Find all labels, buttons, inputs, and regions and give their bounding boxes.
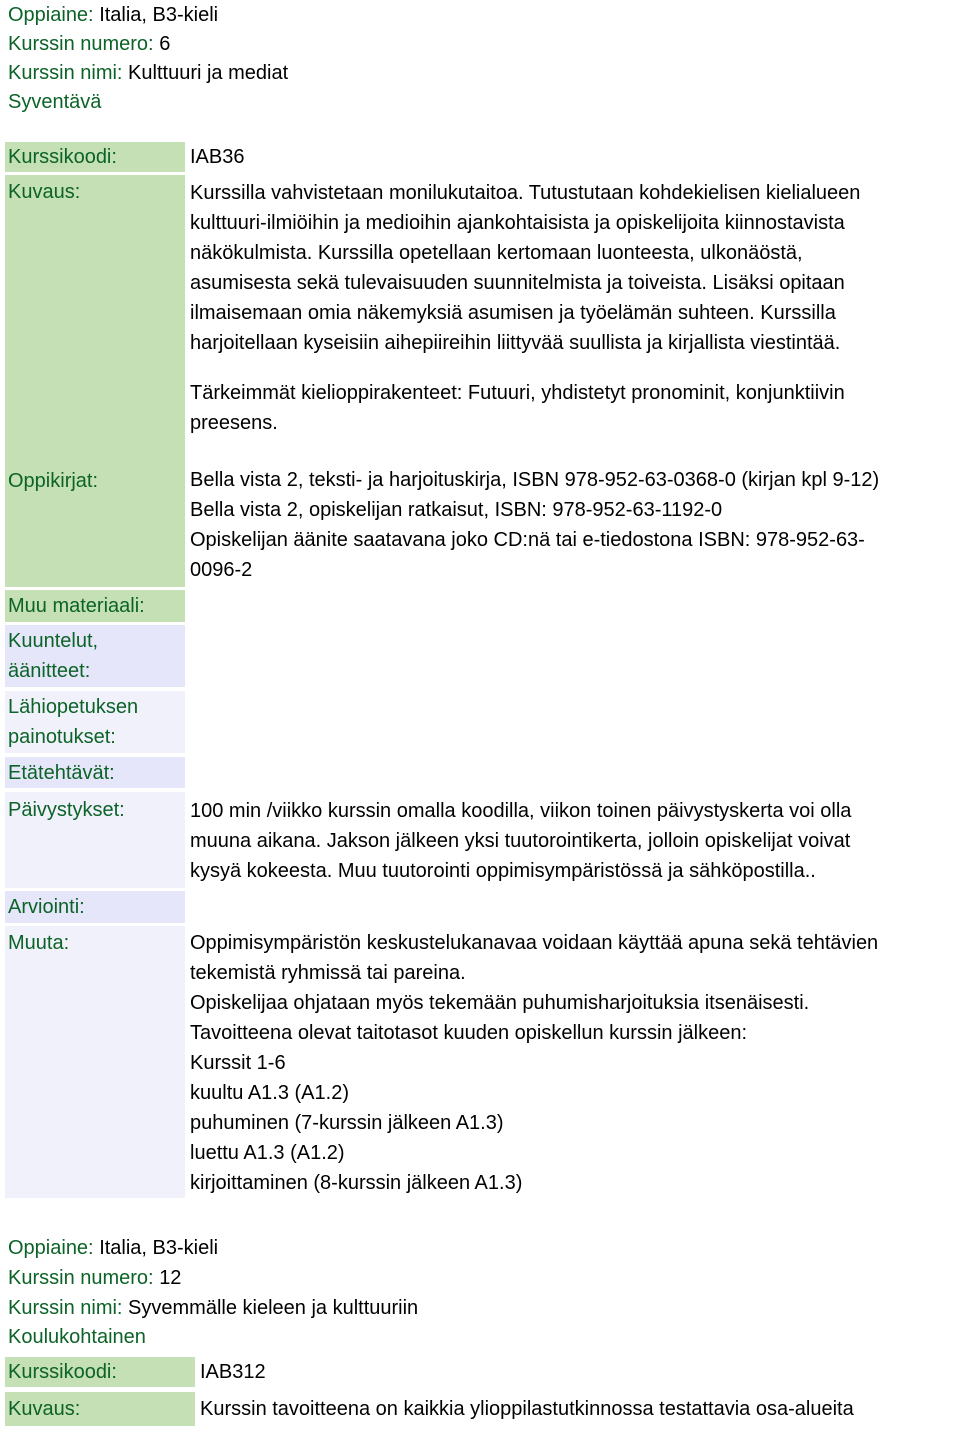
book-line: Bella vista 2, teksti- ja harjoituskirja, ISBN 978-952-63-0368-0 (kirjan kpl 9-12) bbox=[190, 469, 880, 491]
other-line: tekemistä ryhmissä tai pareina. bbox=[190, 962, 466, 984]
remote-label: Etätehtävät: bbox=[8, 762, 115, 784]
course1-type-line bbox=[8, 87, 101, 117]
desc-line: harjoitellaan kyseisiin aihepiireihin liittyvää suullista ja kirjallista viestintää. bbox=[190, 332, 841, 354]
course-type: Koulukohtainen bbox=[8, 1326, 146, 1348]
other-label-cell bbox=[5, 926, 185, 1198]
other-line: luettu A1.3 (A1.2) bbox=[190, 1142, 345, 1164]
duty-line: muuna aikana. Jakson jälkeen yksi tuutorointikerta, jolloin opiskelijat voivat bbox=[190, 830, 851, 852]
subject-value: Italia, B3-kieli bbox=[99, 1237, 219, 1259]
course2-name-line bbox=[8, 1293, 418, 1323]
book-line: 0096-2 bbox=[190, 559, 253, 581]
books-label-cell bbox=[5, 465, 185, 587]
listening-label-1: Kuuntelut, bbox=[8, 630, 99, 652]
code-label-cell bbox=[5, 1357, 195, 1387]
emphasis-label-1: Lähiopetuksen bbox=[8, 696, 139, 718]
grammar-structures bbox=[190, 378, 960, 438]
name-value: Syvemmälle kieleen ja kulttuuriin bbox=[128, 1297, 419, 1319]
code-label-cell bbox=[5, 142, 185, 172]
book-line: Bella vista 2, opiskelijan ratkaisut, ISBN: 978-952-63-1192-0 bbox=[190, 499, 723, 521]
name-value: Kulttuuri ja mediat bbox=[128, 62, 289, 84]
subject-label: Oppiaine: bbox=[8, 1237, 94, 1259]
textbooks bbox=[190, 465, 960, 585]
course1-number-line bbox=[8, 29, 170, 59]
desc-line: Kurssin tavoitteena on kaikkia ylioppilastutkinnossa testattavia osa-alueita bbox=[200, 1398, 854, 1420]
name-label: Kurssin nimi: bbox=[8, 62, 123, 84]
name-label: Kurssin nimi: bbox=[8, 1297, 123, 1319]
course-type: Syventävä bbox=[8, 91, 102, 113]
number-label: Kurssin numero: bbox=[8, 33, 154, 55]
other-label: Muuta: bbox=[8, 932, 70, 954]
desc-line: ilmaisemaan omia näkemyksiä asumisen ja työelämän suhteen. Kurssilla bbox=[190, 302, 836, 324]
duty-label-cell bbox=[5, 792, 185, 888]
emphasis-label-cell bbox=[5, 691, 185, 753]
duty-label: Päivystykset: bbox=[8, 799, 125, 821]
course-description bbox=[190, 178, 960, 358]
course-code: IAB312 bbox=[200, 1361, 266, 1383]
course1-subject-line bbox=[8, 0, 218, 30]
course2-type-line bbox=[8, 1322, 146, 1352]
remote-label-cell bbox=[5, 757, 185, 788]
book-line: Opiskelijan äänite saatavana joko CD:nä tai e-tiedostona ISBN: 978-952-63- bbox=[190, 529, 865, 551]
duty-text bbox=[190, 796, 960, 886]
desc-label: Kuvaus: bbox=[8, 181, 81, 203]
number-value: 6 bbox=[159, 33, 171, 55]
other-line: Kurssit 1-6 bbox=[190, 1052, 286, 1074]
duty-line: kysyä kokeesta. Muu tuutorointi oppimisympäristössä ja sähköpostilla.. bbox=[190, 860, 816, 882]
duty-line: 100 min /viikko kurssin omalla koodilla, viikon toinen päivystyskerta voi olla bbox=[190, 800, 852, 822]
listening-label-2: äänitteet: bbox=[8, 660, 91, 682]
code-label: Kurssikoodi: bbox=[8, 146, 117, 168]
other-line: Oppimisympäristön keskustelukanavaa voidaan käyttää apuna sekä tehtävien bbox=[190, 932, 879, 954]
desc-line: asumisesta sekä tulevaisuuden suunnitelmista ja toiveista. Lisäksi opitaan bbox=[190, 272, 845, 294]
desc-label: Kuvaus: bbox=[8, 1398, 81, 1420]
other-line: puhuminen (7-kurssin jälkeen A1.3) bbox=[190, 1112, 504, 1134]
course2-subject-line bbox=[8, 1233, 218, 1263]
course-code: IAB36 bbox=[190, 146, 245, 168]
other-material-label: Muu materiaali: bbox=[8, 595, 145, 617]
other-text bbox=[190, 928, 960, 1198]
course2-number-line bbox=[8, 1263, 181, 1293]
course1-name-line bbox=[8, 58, 288, 88]
assessment-label: Arviointi: bbox=[8, 896, 85, 918]
number-label: Kurssin numero: bbox=[8, 1267, 154, 1289]
other-line: kuultu A1.3 (A1.2) bbox=[190, 1082, 349, 1104]
other-material-label-cell bbox=[5, 590, 185, 622]
structures-line: preesens. bbox=[190, 412, 278, 434]
subject-label: Oppiaine: bbox=[8, 4, 94, 26]
listening-label-cell bbox=[5, 625, 185, 687]
structures-line: Tärkeimmät kielioppirakenteet: Futuuri, yhdistetyt pronominit, konjunktiivin bbox=[190, 382, 845, 404]
other-line: Tavoitteena olevat taitotasot kuuden opiskellun kurssin jälkeen: bbox=[190, 1022, 748, 1044]
course-description bbox=[200, 1394, 960, 1424]
other-line: Opiskelijaa ohjataan myös tekemään puhumisharjoituksia itsenäisesti. bbox=[190, 992, 810, 1014]
desc-line: kulttuuri-ilmiöihin ja medioihin ajankohtaisista ja opiskelijoita kiinnostavista bbox=[190, 212, 845, 234]
code-label: Kurssikoodi: bbox=[8, 1361, 117, 1383]
books-label: Oppikirjat: bbox=[8, 470, 99, 492]
other-line: kirjoittaminen (8-kurssin jälkeen A1.3) bbox=[190, 1172, 523, 1194]
number-value: 12 bbox=[159, 1267, 182, 1289]
emphasis-label-2: painotukset: bbox=[8, 726, 116, 748]
desc-line: näkökulmista. Kurssilla opetellaan kertomaan luonteesta, ulkonäöstä, bbox=[190, 242, 803, 264]
subject-value: Italia, B3-kieli bbox=[99, 4, 219, 26]
desc-line: Kurssilla vahvistetaan monilukutaitoa. Tutustutaan kohdekielisen kielialueen bbox=[190, 182, 861, 204]
desc-label-cell bbox=[5, 1392, 195, 1426]
assessment-label-cell bbox=[5, 891, 185, 923]
